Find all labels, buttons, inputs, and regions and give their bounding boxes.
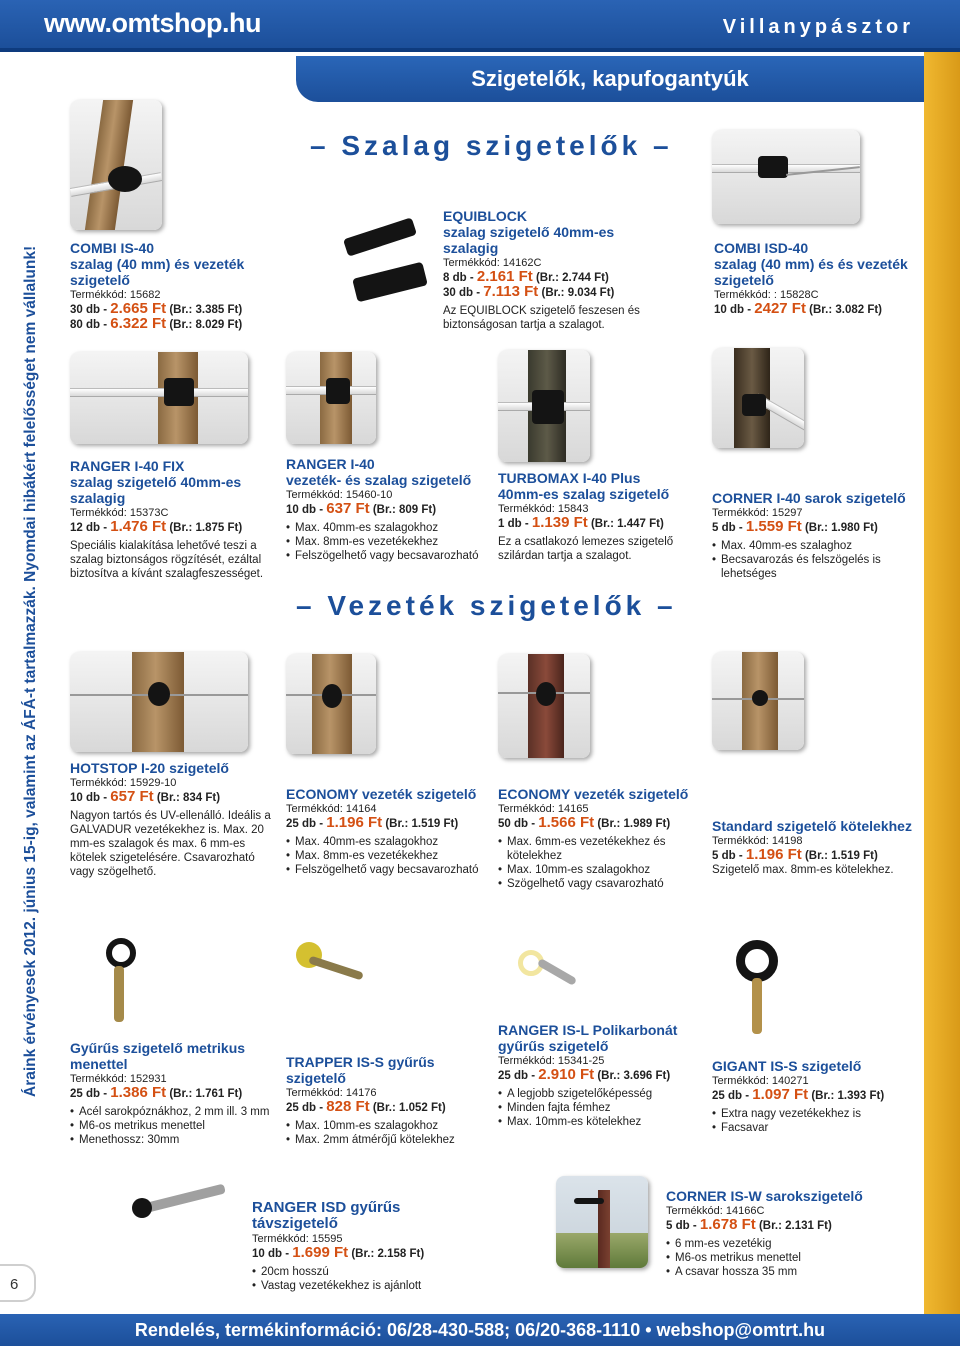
- site-url[interactable]: www.omtshop.hu: [44, 8, 261, 38]
- photo-economy1: [286, 654, 376, 754]
- product-code: Termékkód: 15929-10: [70, 777, 177, 789]
- photo-equiblock: [336, 214, 430, 318]
- product-code: Termékkód: 14198: [712, 835, 803, 847]
- product-corner-i40: [712, 490, 922, 581]
- product-ranger-isl: [498, 1022, 698, 1129]
- product-combi-isd40: [714, 240, 910, 317]
- feature-item: • Max. 40mm-es szalagokhoz: [286, 521, 486, 535]
- product-name: ECONOMY vezeték szigetelő: [498, 786, 689, 802]
- footer-bar: [0, 1314, 960, 1346]
- price-row: 12 db - 1.476 Ft (Br.: 1.875 Ft): [70, 518, 243, 535]
- price-row: 10 db - 1.699 Ft (Br.: 2.158 Ft): [252, 1244, 425, 1261]
- product-subname: gyűrűs szigetelő: [498, 1038, 609, 1054]
- feature-item: • Facsavar: [712, 1121, 912, 1135]
- left-note-strip: [0, 52, 44, 1314]
- product-code: Termékkód: 14166C: [666, 1205, 765, 1217]
- photo-hotstop: [70, 652, 248, 752]
- price-row: 25 db - 1.097 Ft (Br.: 1.393 Ft): [712, 1086, 885, 1103]
- feature-item: • A legjobb szigetelőképesség: [498, 1087, 698, 1101]
- feature-item: • Max. 10mm-es kötelekhez: [498, 1115, 698, 1129]
- price-row: 10 db - 2427 Ft (Br.: 3.082 Ft): [714, 300, 883, 317]
- right-gold-strip: [924, 52, 960, 1322]
- feature-list: [666, 1237, 876, 1279]
- product-code: Termékkód: 15460-10: [286, 489, 393, 501]
- feature-item: • Felszögelhető vagy becsavarozható: [286, 863, 486, 877]
- feature-list: [286, 1119, 486, 1147]
- product-code: Termékkód: 14176: [286, 1087, 377, 1099]
- feature-list: [252, 1265, 482, 1293]
- top-header-bar: [0, 0, 960, 52]
- photo-corner-i40: [712, 348, 804, 448]
- feature-item: • Szögelhető vagy csavarozható: [498, 877, 708, 891]
- feature-list: [498, 835, 708, 891]
- product-name: CORNER IS-W sarokszigetelő: [666, 1188, 863, 1204]
- product-code: Termékkód: 14162C: [443, 257, 542, 269]
- product-gyurus: [70, 1040, 280, 1147]
- product-subname: szalag szigetelő 40mm-es szalagig: [443, 224, 615, 256]
- feature-item: • M6-os metrikus menettel: [70, 1119, 280, 1133]
- photo-gyurus: [70, 920, 160, 1028]
- price-row: 30 db - 2.665 Ft (Br.: 3.385 Ft): [70, 300, 243, 317]
- product-name: RANGER IS-L Polikarbonát: [498, 1022, 678, 1038]
- product-name: ECONOMY vezeték szigetelő: [286, 786, 477, 802]
- product-subname: szalag (40 mm) és és vezeték szigetelő: [714, 256, 908, 288]
- subheader-bar: [296, 56, 924, 102]
- product-name: HOTSTOP I-20 szigetelő: [70, 760, 229, 776]
- product-combi-is40: [70, 240, 290, 332]
- photo-turbomax: [498, 350, 590, 462]
- product-corner-isw: [666, 1188, 876, 1279]
- product-ranger-i40: [286, 456, 486, 563]
- feature-item: • 20cm hosszú: [252, 1265, 482, 1279]
- photo-gigant: [712, 920, 804, 1044]
- footer-contact: Rendelés, termékinformáció: 06/28-430-588; 06/20-368-1110 • webshop@omtrt.hu: [134, 1320, 826, 1340]
- product-code: Termékkód: 15341-25: [498, 1055, 605, 1067]
- feature-list: [498, 1087, 698, 1129]
- feature-item: • Max. 40mm-es szalagokhoz: [286, 835, 486, 849]
- price-row: 25 db - 1.196 Ft (Br.: 1.519 Ft): [286, 814, 459, 831]
- price-row: 8 db - 2.161 Ft (Br.: 2.744 Ft): [443, 268, 609, 285]
- photo-trapper: [286, 920, 376, 1046]
- product-name: RANGER ISD gyűrűs távszigetelő: [252, 1199, 401, 1232]
- heading-wire-insulators: – Vezeték szigetelők –: [296, 590, 677, 621]
- feature-list: [286, 835, 486, 877]
- product-name: EQUIBLOCK: [443, 208, 527, 224]
- product-name: RANGER I-40: [286, 456, 375, 472]
- price-row: 10 db - 637 Ft (Br.: 809 Ft): [286, 500, 437, 517]
- product-standard: [712, 818, 912, 877]
- price-row: 25 db - 828 Ft (Br.: 1.052 Ft): [286, 1098, 446, 1115]
- price-row: 10 db - 657 Ft (Br.: 834 Ft): [70, 788, 221, 805]
- feature-item: • Menethossz: 30mm: [70, 1133, 280, 1147]
- product-code: Termékkód: 15373C: [70, 507, 169, 519]
- product-code: Termékkód: 14165: [498, 803, 589, 815]
- product-name: COMBI ISD-40: [714, 240, 809, 256]
- photo-combi-is40: [70, 100, 162, 230]
- feature-item: • Extra nagy vezetékekhez is: [712, 1107, 912, 1121]
- product-code: Termékkód: 14164: [286, 803, 377, 815]
- product-name: GIGANT IS-S szigetelő: [712, 1058, 862, 1074]
- price-row: 1 db - 1.139 Ft (Br.: 1.447 Ft): [498, 514, 664, 531]
- photo-standard: [712, 652, 804, 750]
- price-row: 5 db - 1.559 Ft (Br.: 1.980 Ft): [712, 518, 878, 535]
- feature-item: • Max. 8mm-es vezetékekhez: [286, 849, 486, 863]
- photo-ranger-i40-fix: [70, 352, 248, 444]
- feature-item: • Max. 10mm-es szalagokhoz: [498, 863, 708, 877]
- feature-list: [712, 539, 922, 581]
- price-row: 25 db - 2.910 Ft (Br.: 3.696 Ft): [498, 1066, 671, 1083]
- product-description: Az EQUIBLOCK szigetelő feszesen és biztonságosan tartja a szalagot.: [443, 305, 640, 331]
- price-row: 50 db - 1.566 Ft (Br.: 1.989 Ft): [498, 814, 671, 831]
- product-code: Termékkód: 15297: [712, 507, 803, 519]
- feature-list: [712, 1107, 912, 1135]
- product-code: Termékkód: 15595: [252, 1233, 343, 1245]
- product-economy2: [498, 786, 708, 891]
- section-title: Villanypásztor: [722, 16, 914, 38]
- feature-item: • Acél sarokpóznákhoz, 2 mm ill. 3 mm: [70, 1105, 280, 1119]
- product-ranger-isd: [252, 1200, 482, 1293]
- page-number: 6: [10, 1276, 19, 1293]
- product-name: RANGER I-40 FIX: [70, 458, 185, 474]
- price-row: 5 db - 1.196 Ft (Br.: 1.519 Ft): [712, 846, 878, 863]
- product-name: TURBOMAX I-40 Plus: [498, 470, 641, 486]
- feature-list: [286, 521, 486, 563]
- price-row: 25 db - 1.386 Ft (Br.: 1.761 Ft): [70, 1084, 243, 1101]
- product-description: Speciális kialakítása lehetővé teszi a szalag biztonságos rögzítését, ezáltal biztosítva a kívánt szalagfeszességet.: [70, 540, 264, 580]
- page-number-tab: [0, 1264, 36, 1302]
- feature-item: • 6 mm-es vezetékig: [666, 1237, 876, 1251]
- product-description: Nagyon tartós és UV-ellenálló. Ideális a GALVADUR vezetékekhez is. Max. 20 mm-es szalagok és max. 6 mm-es kötelek szigetelésére. Csavarozható vagy szögelhető.: [70, 810, 271, 878]
- product-name: CORNER I-40 sarok szigetelő: [712, 490, 906, 506]
- feature-item: • Minden fajta fémhez: [498, 1101, 698, 1115]
- product-code: Termékkód: 152931: [70, 1073, 167, 1085]
- product-hotstop: [70, 760, 276, 879]
- feature-list: [70, 1105, 280, 1147]
- feature-item: • A csavar hossza 35 mm: [666, 1265, 876, 1279]
- feature-item: • Max. 8mm-es vezetékekhez: [286, 535, 486, 549]
- product-ranger-i40-fix: [70, 458, 280, 581]
- product-subname: vezeték- és szalag szigetelő: [286, 472, 472, 488]
- feature-item: • M6-os metrikus menettel: [666, 1251, 876, 1265]
- photo-ranger-i40: [286, 352, 376, 444]
- validity-note: Áraink érvényesek 2012. június 15-ig, valamint az ÁFÁ-t tartalmazzák. Nyomdai hibákért felelősséget nem vállalunk!: [22, 245, 39, 1097]
- product-gigant: [712, 1058, 912, 1135]
- product-subname: szalag szigetelő 40mm-es szalagig: [70, 474, 242, 506]
- feature-item: • Becsavarozás és felszögelés is lehetséges: [712, 553, 922, 581]
- product-trapper: [286, 1054, 486, 1147]
- product-name: COMBI IS-40: [70, 240, 155, 256]
- product-subname: 40mm-es szalag szigetelő: [498, 486, 670, 502]
- product-economy1: [286, 786, 486, 877]
- product-code: Termékkód: 15682: [70, 289, 161, 301]
- feature-item: • Max. 40mm-es szalaghoz: [712, 539, 922, 553]
- feature-item: • Vastag vezetékekhez is ajánlott: [252, 1279, 482, 1293]
- photo-combi-isd40: [712, 130, 860, 224]
- photo-ranger-isl: [498, 930, 590, 1024]
- feature-item: • Max. 10mm-es szalagokhoz: [286, 1119, 486, 1133]
- product-name: TRAPPER IS-S gyűrűs szigetelő: [286, 1054, 435, 1086]
- photo-ranger-isd: [124, 1168, 238, 1296]
- product-description: Ez a csatlakozó lemezes szigetelő szilárdan tartja a szalagot.: [498, 536, 674, 562]
- product-name: Gyűrűs szigetelő metrikus menettel: [70, 1040, 246, 1072]
- product-subname: szalag (40 mm) és vezeték szigetelő: [70, 256, 245, 288]
- page-title: Szigetelők, kapufogantyúk: [471, 66, 749, 91]
- heading-tape-insulators: – Szalag szigetelők –: [310, 130, 673, 161]
- price-row: 30 db - 7.113 Ft (Br.: 9.034 Ft): [443, 283, 615, 300]
- product-code: Termékkód: 15843: [498, 503, 589, 515]
- product-turbomax: [498, 470, 698, 563]
- price-row: 5 db - 1.678 Ft (Br.: 2.131 Ft): [666, 1216, 832, 1233]
- product-description: Szigetelő max. 8mm-es kötelekhez.: [712, 864, 894, 876]
- feature-item: • Max. 6mm-es vezetékekhez és kötelekhez: [498, 835, 708, 863]
- product-equiblock: [443, 208, 663, 332]
- price-row: 80 db - 6.322 Ft (Br.: 8.029 Ft): [70, 315, 243, 332]
- product-name: Standard szigetelő kötelekhez: [712, 818, 912, 834]
- product-code: Termékkód: : 15828C: [714, 289, 819, 301]
- product-code: Termékkód: 140271: [712, 1075, 809, 1087]
- feature-item: • Max. 2mm átmérőjű kötelekhez: [286, 1133, 486, 1147]
- photo-economy2: [498, 654, 590, 758]
- feature-item: • Felszögelhető vagy becsavarozható: [286, 549, 486, 563]
